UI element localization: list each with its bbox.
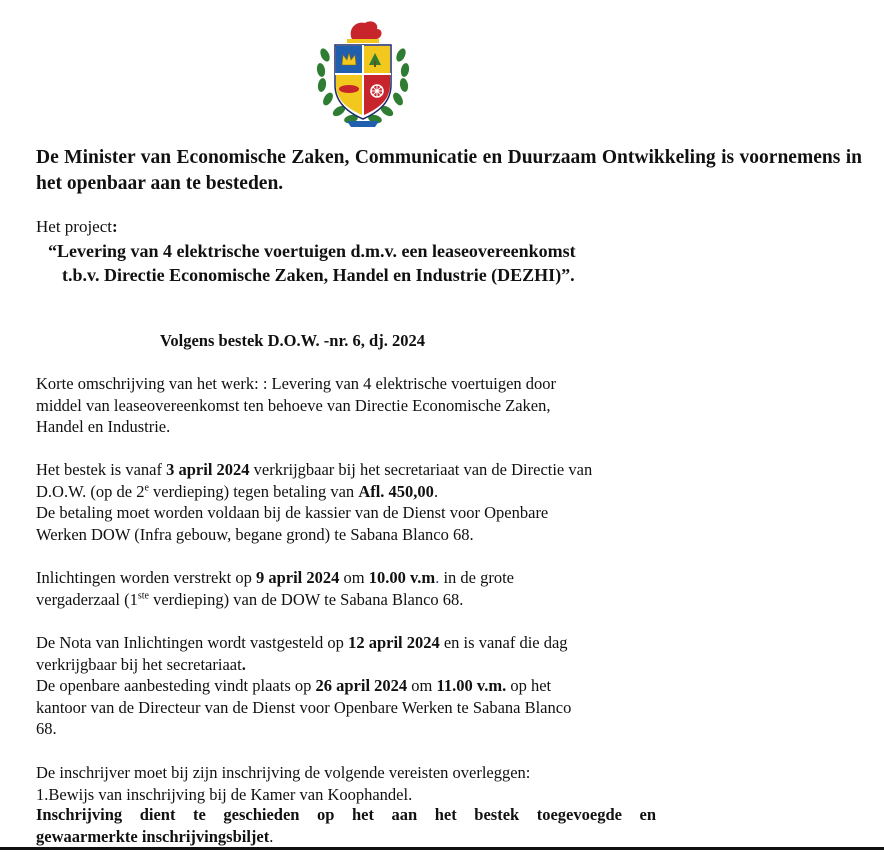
bottom-divider — [0, 847, 884, 850]
bestek-availability: Het bestek is vanaf 3 april 2024 verkrijgbaar bij het secretariaat van de Directie van D.O.W. (op de 2e verdieping) tegen betaling van Afl. 450,00. De betaling moet worden voldaan bij de kassier van de Dienst voor Openbare Werken DOW (Infra gebouw, begane grond) te Sabana Blanco 68. — [36, 460, 593, 544]
coat-of-arms-icon — [313, 15, 413, 133]
tender-schedule: De Nota van Inlichtingen wordt vastgesteld op 12 april 2024 en is vanaf die dag verkrijgbaar bij het secretariaat. De openbare aanbesteding vindt plaats op 26 april 2024 om 11.00 v.m. op het kantoor van de Directeur van de Dienst voor Openbare Werken te Sabana Blanco 68. — [36, 633, 572, 738]
registration-note: Inschrijving dient te geschieden op het aan het bestek toegevoegde en gewaarmerkte inschrijvingsbiljet. — [36, 805, 656, 846]
information-session: Inlichtingen worden verstrekt op 9 april 2024 om 10.00 v.m. in de grote vergaderzaal (1ste verdieping) van de DOW te Sabana Blanco 68. — [36, 568, 514, 609]
project-label: Het project: — [36, 217, 118, 236]
project-title-line-2: t.b.v. Directie Economische Zaken, Handel en Industrie (DEZHI)”. — [62, 265, 575, 285]
announcement-heading: De Minister van Economische Zaken, Communicatie en Duurzaam Ontwikkeling is voornemens in het openbaar aan te besteden. — [36, 147, 862, 194]
requirements: De inschrijver moet bij zijn inschrijving de volgende vereisten overleggen: 1.Bewijs van inschrijving bij de Kamer van Koophandel. — [36, 763, 531, 804]
work-description: Korte omschrijving van het werk: : Levering van 4 elektrische voertuigen door middel van leaseovereenkomst ten behoeve van Directie Economische Zaken, Handel en Industrie. — [36, 374, 557, 436]
bestek-reference: Volgens bestek D.O.W. -nr. 6, dj. 2024 — [160, 331, 425, 350]
project-title-line-1: “Levering van 4 elektrische voertuigen d.m.v. een leaseovereenkomst — [48, 241, 576, 261]
